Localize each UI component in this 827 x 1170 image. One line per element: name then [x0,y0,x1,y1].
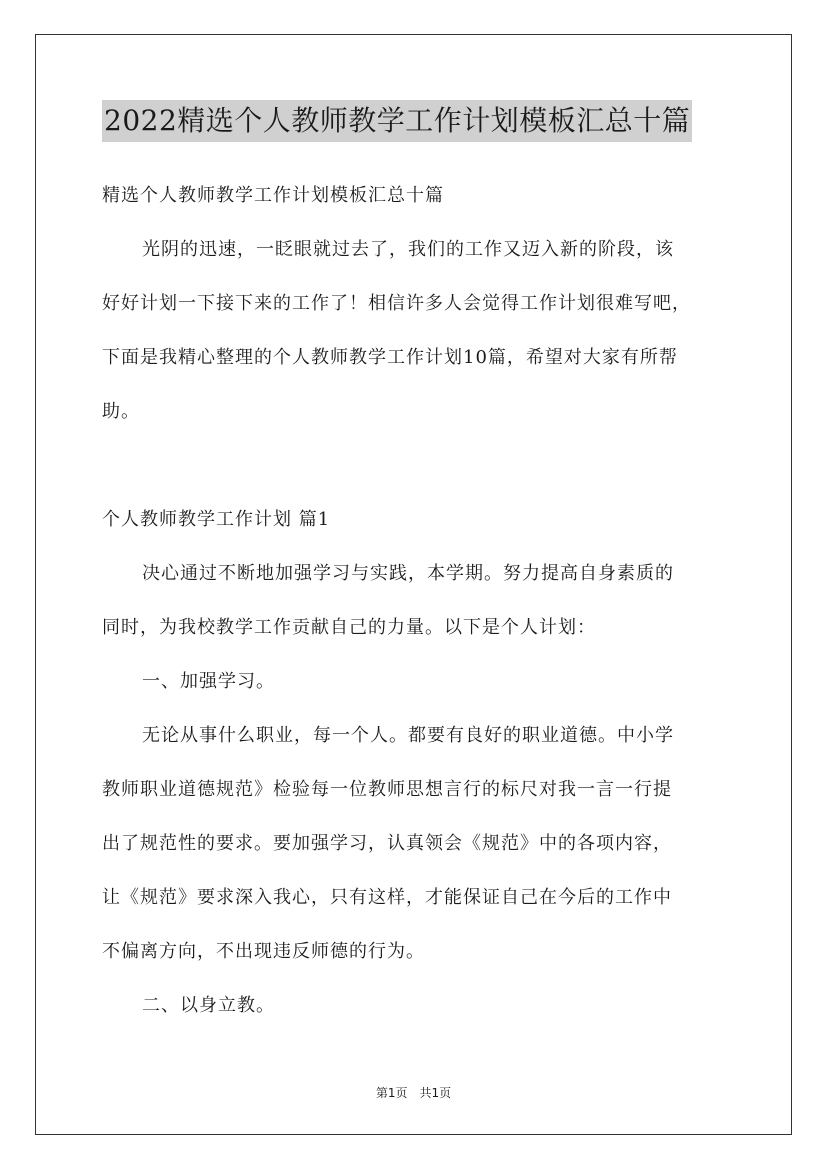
body-line: 教师职业道德规范》检验每一位教师思想言行的标尺对我一言一行提 [102,779,672,800]
intro-line: 下面是我精心整理的个人教师教学工作计划10篇，希望对大家有所帮 [102,347,678,368]
page-footer: 第1页 共1页 [375,1086,452,1100]
section-heading: 个人教师教学工作计划 篇1 [102,509,331,530]
body-line: 无论从事什么职业，每一个人。都要有良好的职业道德。中小学 [142,725,674,746]
body-line: 决心通过不断地加强学习与实践，本学期。努力提高自身素质的 [142,563,674,584]
body-line: 一、加强学习。 [142,671,275,692]
body-line: 不偏离方向，不出现违反师德的行为。 [102,941,425,962]
document-subtitle: 精选个人教师教学工作计划模板汇总十篇 [102,185,444,206]
intro-line: 好好计划一下接下来的工作了！相信许多人会觉得工作计划很难写吧， [102,293,691,314]
body-line: 二、以身立教。 [142,995,275,1016]
intro-line: 光阴的迅速，一眨眼就过去了，我们的工作又迈入新的阶段，该 [142,239,674,260]
body-line: 出了规范性的要求。要加强学习，认真领会《规范》中的各项内容， [102,833,672,854]
intro-line: 助。 [102,401,140,422]
document-title: 2022精选个人教师教学工作计划模板汇总十篇 [102,100,692,142]
body-line: 同时，为我校教学工作贡献自己的力量。以下是个人计划： [102,617,596,638]
body-line: 让《规范》要求深入我心，只有这样，才能保证自己在今后的工作中 [102,887,672,908]
